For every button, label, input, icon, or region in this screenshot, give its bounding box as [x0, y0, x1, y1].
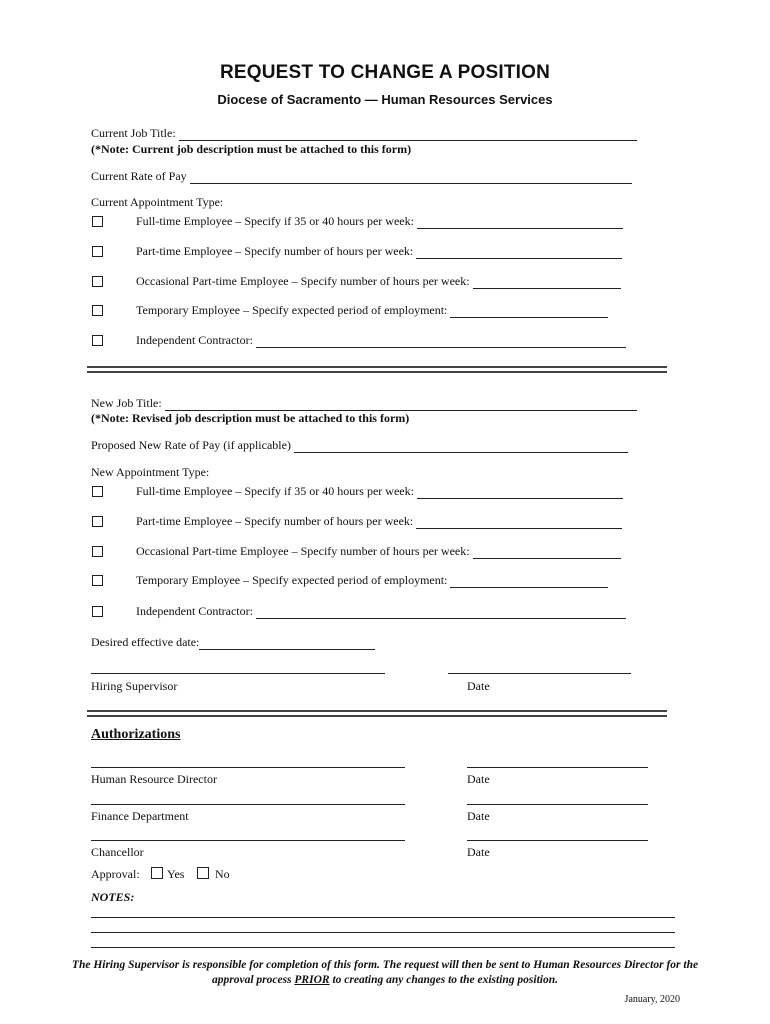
revision-date: January, 2020 [624, 994, 680, 1005]
new-rate-field[interactable] [294, 440, 628, 453]
current-rate-field[interactable] [190, 171, 632, 184]
new-job-title-field[interactable] [165, 398, 637, 411]
approval-yes-checkbox[interactable] [151, 867, 163, 879]
current-occasional-label: Occasional Part-time Employee – Specify number of hours per week: [136, 274, 470, 288]
current-occasional-field[interactable] [473, 276, 621, 289]
hr-director-date-label: Date [467, 772, 490, 786]
new-contractor-label: Independent Contractor: [136, 604, 253, 618]
current-fulltime-option [136, 214, 623, 229]
hiring-supervisor-date-line[interactable] [448, 673, 631, 674]
approval-yes-label: Yes [167, 867, 185, 881]
current-rate-label: Current Rate of Pay [91, 169, 187, 183]
notes-line[interactable] [91, 932, 675, 933]
current-occasional-checkbox[interactable] [92, 276, 103, 287]
new-fulltime-label: Full-time Employee – Specify if 35 or 40 hours per week: [136, 484, 414, 498]
new-parttime-checkbox[interactable] [92, 516, 103, 527]
current-job-title-field[interactable] [179, 128, 637, 141]
new-occasional-option [136, 544, 621, 559]
hiring-supervisor-signature-line[interactable] [91, 673, 385, 674]
finance-label: Finance Department [91, 809, 189, 823]
current-job-title-label: Current Job Title: [91, 126, 176, 140]
current-occasional-option [136, 274, 621, 289]
current-job-title-row [91, 126, 637, 141]
current-contractor-field[interactable] [256, 335, 626, 348]
current-parttime-label: Part-time Employee – Specify number of hours per week: [136, 244, 414, 258]
new-contractor-field[interactable] [256, 606, 626, 619]
new-job-note: (*Note: Revised job description must be attached to this form) [91, 411, 410, 425]
current-contractor-checkbox[interactable] [92, 335, 103, 346]
new-fulltime-checkbox[interactable] [92, 486, 103, 497]
current-temporary-label: Temporary Employee – Specify expected period of employment: [136, 303, 448, 317]
current-parttime-checkbox[interactable] [92, 246, 103, 257]
current-temporary-checkbox[interactable] [92, 305, 103, 316]
new-temporary-field[interactable] [450, 575, 608, 588]
approval-no-checkbox[interactable] [197, 867, 209, 879]
new-occasional-checkbox[interactable] [92, 546, 103, 557]
chancellor-label: Chancellor [91, 845, 144, 859]
footer-text-part2: to creating any changes to the existing position. [329, 974, 558, 986]
new-parttime-label: Part-time Employee – Specify number of hours per week: [136, 514, 414, 528]
new-job-title-label: New Job Title: [91, 396, 162, 410]
approval-label: Approval: [91, 867, 140, 881]
new-temporary-checkbox[interactable] [92, 575, 103, 586]
form-title: REQUEST TO CHANGE A POSITION [219, 62, 551, 83]
new-contractor-option [136, 604, 626, 619]
notes-label: NOTES: [91, 890, 135, 904]
hiring-supervisor-date-label: Date [467, 679, 490, 693]
current-temporary-field[interactable] [450, 305, 608, 318]
new-contractor-checkbox[interactable] [92, 606, 103, 617]
chancellor-date-label: Date [467, 845, 490, 859]
current-fulltime-field[interactable] [417, 216, 623, 229]
finance-signature-line[interactable] [91, 804, 405, 805]
current-job-note: (*Note: Current job description must be attached to this form) [91, 142, 412, 156]
hiring-supervisor-label: Hiring Supervisor [91, 679, 178, 693]
new-rate-label: Proposed New Rate of Pay (if applicable) [91, 438, 291, 452]
approval-no-label: No [215, 867, 230, 881]
current-contractor-label: Independent Contractor: [136, 333, 253, 347]
authorizations-heading: Authorizations [91, 727, 181, 742]
new-fulltime-field[interactable] [417, 486, 623, 499]
new-rate-row [91, 438, 628, 453]
notes-line[interactable] [91, 947, 675, 948]
current-fulltime-label: Full-time Employee – Specify if 35 or 40 hours per week: [136, 214, 414, 228]
chancellor-signature-line[interactable] [91, 840, 405, 841]
hr-director-label: Human Resource Director [91, 772, 217, 786]
new-fulltime-option [136, 484, 623, 499]
effective-date-row [91, 635, 375, 650]
finance-date-line[interactable] [467, 804, 648, 805]
current-contractor-option [136, 333, 626, 348]
new-parttime-option [136, 514, 622, 529]
footer-prior: PRIOR [294, 974, 330, 986]
notes-line[interactable] [91, 917, 675, 918]
current-parttime-option [136, 244, 622, 259]
current-rate-row [91, 169, 632, 184]
current-fulltime-checkbox[interactable] [92, 216, 103, 227]
new-parttime-field[interactable] [416, 516, 622, 529]
section-divider [87, 366, 667, 373]
chancellor-date-line[interactable] [467, 840, 648, 841]
new-appointment-type-label: New Appointment Type: [91, 465, 210, 479]
footer-instructions [60, 958, 710, 988]
new-temporary-option [136, 573, 608, 588]
current-temporary-option [136, 303, 608, 318]
form-subtitle: Diocese of Sacramento — Human Resources Services [217, 92, 553, 107]
current-parttime-field[interactable] [416, 246, 622, 259]
new-occasional-field[interactable] [473, 546, 621, 559]
effective-date-label: Desired effective date: [91, 635, 200, 649]
current-appointment-type-label: Current Appointment Type: [91, 195, 224, 209]
effective-date-field[interactable] [199, 637, 375, 650]
new-temporary-label: Temporary Employee – Specify expected period of employment: [136, 573, 448, 587]
new-occasional-label: Occasional Part-time Employee – Specify number of hours per week: [136, 544, 470, 558]
finance-date-label: Date [467, 809, 490, 823]
hr-director-signature-line[interactable] [91, 767, 405, 768]
section-divider [87, 710, 667, 717]
footer-text-part1: The Hiring Supervisor is responsible for completion of this form. The request will then be sent to Human Resources Director for the approval process [71, 959, 699, 986]
new-job-title-row [91, 396, 637, 411]
hr-director-date-line[interactable] [467, 767, 648, 768]
